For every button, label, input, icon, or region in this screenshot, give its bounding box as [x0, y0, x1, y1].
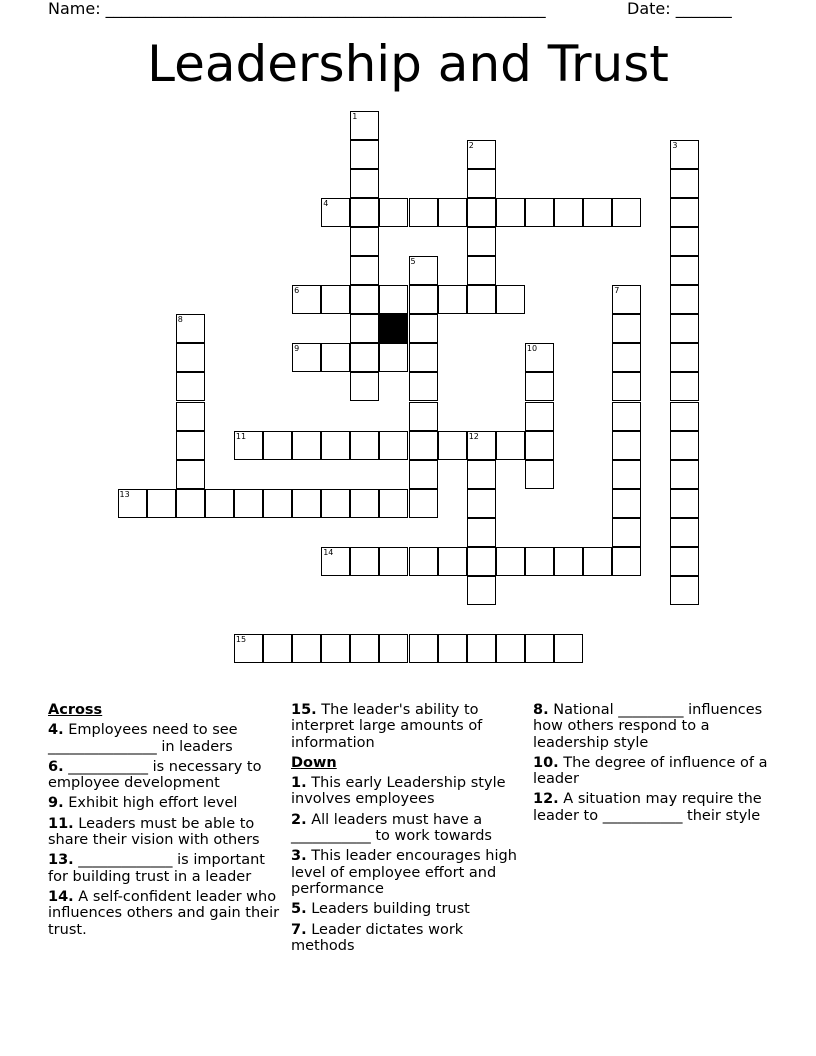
grid-cell[interactable]: [612, 489, 641, 518]
grid-cell[interactable]: [292, 285, 321, 314]
clue-item: [533, 755, 773, 788]
grid-cell[interactable]: [670, 314, 699, 343]
down-clue-list: [291, 775, 527, 954]
clue-item: [48, 722, 284, 755]
grid-cell[interactable]: [147, 489, 176, 518]
grid-cell[interactable]: [350, 547, 379, 576]
grid-cell[interactable]: [467, 140, 496, 169]
clue-item-text: Leaders building trust: [306, 901, 470, 918]
grid-cell[interactable]: [612, 372, 641, 401]
clue-item-number: 15.: [291, 702, 317, 718]
grid-cell[interactable]: [670, 518, 699, 547]
grid-cell[interactable]: [234, 431, 263, 460]
clue-item-number: 5.: [291, 901, 307, 918]
clues-column-3: [533, 702, 773, 828]
grid-cell[interactable]: [409, 343, 438, 372]
clue-item-number: 4.: [48, 722, 64, 739]
clue-number: 1: [352, 111, 358, 121]
clue-item: [533, 702, 773, 751]
clue-item-text: The degree of influence of a leader: [533, 754, 768, 788]
grid-cell[interactable]: [176, 460, 205, 489]
grid-cell[interactable]: [350, 111, 379, 140]
grid-cell[interactable]: [350, 256, 379, 285]
clue-number: 8: [177, 315, 183, 325]
down-heading: Down: [291, 754, 337, 771]
grid-cell[interactable]: [525, 402, 554, 431]
grid-cell[interactable]: [612, 343, 641, 372]
grid-cell[interactable]: [467, 634, 496, 663]
grid-cell[interactable]: [321, 634, 350, 663]
clue-item: [48, 889, 284, 938]
clue-item-text: This early Leadership style involves employees: [291, 775, 506, 808]
clue-number: 15: [235, 635, 247, 645]
grid-cell[interactable]: [612, 198, 641, 227]
grid-cell[interactable]: [350, 169, 379, 198]
clues-column-2: [291, 702, 527, 958]
clue-item-number: 13.: [48, 852, 74, 869]
clue-item: [48, 795, 284, 811]
grid-cell[interactable]: [350, 198, 379, 227]
grid-cell[interactable]: [409, 489, 438, 518]
clue-item-text: Exhibit high effort level: [63, 795, 238, 812]
clue-item: [291, 812, 527, 845]
grid-cell[interactable]: [670, 256, 699, 285]
clue-item-number: 1.: [291, 775, 307, 792]
clue-number: 11: [235, 431, 247, 441]
clue-item-number: 9.: [48, 795, 64, 812]
grid-cell[interactable]: [176, 343, 205, 372]
grid-cell[interactable]: [379, 431, 408, 460]
grid-cell[interactable]: [176, 489, 205, 518]
clue-item-text: A self-confident leader who influences others and gain their trust.: [48, 888, 280, 938]
grid-cell[interactable]: [409, 372, 438, 401]
grid-cell[interactable]: [350, 285, 379, 314]
grid-cell[interactable]: [379, 285, 408, 314]
down-clue-list-continued: [533, 702, 773, 824]
clue-item: [48, 816, 284, 849]
grid-cell[interactable]: [176, 431, 205, 460]
grid-cell[interactable]: [554, 547, 583, 576]
grid-cell[interactable]: [467, 227, 496, 256]
clue-item: [48, 759, 284, 792]
grid-cell[interactable]: [438, 285, 467, 314]
grid-cell[interactable]: [350, 227, 379, 256]
page-title: Leadership and Trust: [147, 35, 669, 93]
grid-cell[interactable]: [612, 460, 641, 489]
clue-item: [533, 791, 773, 824]
clue-number: 7: [614, 286, 620, 296]
grid-cell[interactable]: [467, 431, 496, 460]
grid-cell[interactable]: [350, 343, 379, 372]
grid-cell[interactable]: [263, 634, 292, 663]
clue-item-text: All leaders must have a ___________ to work towards: [291, 811, 492, 845]
grid-cell[interactable]: [438, 198, 467, 227]
grid-cell[interactable]: [467, 576, 496, 605]
clue-item-number: 6.: [48, 758, 64, 775]
grid-cell[interactable]: [525, 372, 554, 401]
across-clue-list-continued: [291, 702, 527, 751]
grid-cell[interactable]: [205, 489, 234, 518]
clue-item: [291, 848, 527, 897]
grid-cell[interactable]: [612, 285, 641, 314]
grid-cell[interactable]: [583, 198, 612, 227]
grid-cell[interactable]: [670, 460, 699, 489]
grid-cell[interactable]: [525, 547, 554, 576]
clue-number: 9: [294, 344, 300, 354]
clue-item-number: 3.: [291, 848, 307, 865]
grid-cell[interactable]: [409, 431, 438, 460]
grid-cell[interactable]: [467, 460, 496, 489]
grid-cell[interactable]: [292, 431, 321, 460]
grid-cell[interactable]: [525, 634, 554, 663]
grid-cell[interactable]: [496, 547, 525, 576]
grid-cell[interactable]: [379, 547, 408, 576]
grid-cell[interactable]: [409, 460, 438, 489]
grid-cell[interactable]: [176, 372, 205, 401]
grid-cell[interactable]: [321, 547, 350, 576]
grid-cell[interactable]: [409, 314, 438, 343]
grid-cell[interactable]: [670, 489, 699, 518]
clue-number: 6: [294, 286, 300, 296]
grid-cell[interactable]: [438, 431, 467, 460]
grid-cell[interactable]: [118, 489, 147, 518]
clue-item-text: ___________ is necessary to employee development: [48, 758, 262, 792]
grid-cell[interactable]: [612, 314, 641, 343]
clue-item: [291, 922, 527, 955]
clue-item: [291, 702, 527, 751]
clue-number: 12: [468, 431, 479, 441]
grid-cell[interactable]: [409, 634, 438, 663]
clue-item-number: 14.: [48, 888, 74, 905]
clue-item: [291, 775, 527, 808]
grid-cell[interactable]: [525, 431, 554, 460]
clue-number: 5: [410, 257, 416, 266]
clue-item-text: National _________ influences how others respond to a leadership style: [533, 702, 763, 751]
date-field-label: Date: _______: [627, 0, 732, 18]
grid-cell[interactable]: [467, 489, 496, 518]
grid-cell[interactable]: [467, 198, 496, 227]
clue-number: 2: [468, 140, 474, 150]
grid-cell[interactable]: [554, 198, 583, 227]
grid-cell[interactable]: [670, 198, 699, 227]
clue-number: 13: [119, 489, 130, 499]
grid-cell[interactable]: [379, 634, 408, 663]
grid-cell[interactable]: [263, 489, 292, 518]
grid-cell[interactable]: [670, 402, 699, 431]
grid-cell[interactable]: [525, 343, 554, 372]
grid-cell[interactable]: [350, 372, 379, 401]
grid-cell[interactable]: [409, 402, 438, 431]
grid-cell[interactable]: [292, 489, 321, 518]
clue-item-text: Employees need to see _______________ in leaders: [48, 722, 238, 755]
grid-cell[interactable]: [234, 634, 263, 663]
grid-cell[interactable]: [670, 285, 699, 314]
grid-cell[interactable]: [321, 489, 350, 518]
grid-cell[interactable]: [554, 634, 583, 663]
grid-cell[interactable]: [292, 634, 321, 663]
grid-cell[interactable]: [438, 547, 467, 576]
grid-cell[interactable]: [350, 489, 379, 518]
grid-cell[interactable]: [467, 547, 496, 576]
grid-cell[interactable]: [438, 634, 467, 663]
grid-cell[interactable]: [379, 198, 408, 227]
grid-cell[interactable]: [670, 576, 699, 605]
grid-cell[interactable]: [612, 547, 641, 576]
grid-cell[interactable]: [379, 489, 408, 518]
clue-item-number: 12.: [533, 791, 559, 808]
grid-cell[interactable]: [525, 198, 554, 227]
clue-number: 14: [323, 548, 334, 557]
across-clue-list: [48, 722, 284, 938]
grid-cell[interactable]: [496, 198, 525, 227]
grid-cell[interactable]: [350, 634, 379, 663]
clue-number: 10: [526, 344, 538, 354]
grid-cell[interactable]: [467, 169, 496, 198]
clue-number: 3: [672, 140, 678, 150]
grid-cell[interactable]: [583, 547, 612, 576]
grid-cell[interactable]: [350, 140, 379, 169]
grid-cell[interactable]: [467, 256, 496, 285]
grid-cell[interactable]: [263, 431, 292, 460]
grid-cell[interactable]: [496, 431, 525, 460]
grid-cell[interactable]: [496, 285, 525, 314]
clue-item-text: _____________ is important for building trust in a leader: [48, 852, 265, 885]
grid-cell[interactable]: [670, 169, 699, 198]
grid-cell[interactable]: [176, 402, 205, 431]
grid-cell[interactable]: [409, 198, 438, 227]
grid-cell[interactable]: [467, 518, 496, 547]
grid-cell[interactable]: [496, 634, 525, 663]
clue-item-text: The leader's ability to interpret large amounts of information: [291, 702, 483, 751]
clue-item-number: 10.: [533, 754, 559, 771]
clues-column-1: [48, 702, 284, 942]
grid-cell[interactable]: [321, 343, 350, 372]
grid-cell[interactable]: [176, 314, 205, 343]
name-field-label: Name: _______________________________________________________: [48, 0, 546, 18]
grid-cell[interactable]: [321, 198, 350, 227]
grid-cell[interactable]: [670, 372, 699, 401]
grid-cell[interactable]: [409, 285, 438, 314]
clue-item-number: 8.: [533, 702, 549, 718]
grid-cell[interactable]: [350, 431, 379, 460]
clue-item-number: 11.: [48, 815, 74, 832]
clue-item-text: This leader encourages high level of employee effort and performance: [291, 848, 517, 897]
grid-cell[interactable]: [612, 518, 641, 547]
grid-cell[interactable]: [350, 314, 379, 343]
grid-cell[interactable]: [409, 547, 438, 576]
grid-cell[interactable]: [409, 256, 438, 285]
clue-item: [291, 901, 527, 917]
grid-cell[interactable]: [234, 489, 263, 518]
grid-cell[interactable]: [292, 343, 321, 372]
clue-item-text: Leader dictates work methods: [291, 921, 464, 954]
grid-cell[interactable]: [612, 431, 641, 460]
clue-number: 4: [323, 198, 329, 208]
grid-cell[interactable]: [670, 227, 699, 256]
grid-cell[interactable]: [467, 285, 496, 314]
grid-cell[interactable]: [612, 402, 641, 431]
grid-cell[interactable]: [670, 547, 699, 576]
clue-item-number: 2.: [291, 811, 307, 828]
clue-item-number: 7.: [291, 921, 307, 938]
grid-cell[interactable]: [670, 431, 699, 460]
grid-cell[interactable]: [670, 140, 699, 169]
clue-item-text: Leaders must be able to share their vision with others: [48, 815, 260, 849]
grid-cell[interactable]: [670, 343, 699, 372]
clue-item: [48, 852, 284, 885]
grid-cell[interactable]: [321, 285, 350, 314]
black-square: [379, 314, 408, 343]
grid-cell[interactable]: [321, 431, 350, 460]
across-heading: Across: [48, 702, 103, 718]
grid-cell[interactable]: [379, 343, 408, 372]
grid-cell[interactable]: [525, 460, 554, 489]
clue-item-text: A situation may require the leader to ___________ their style: [533, 791, 762, 824]
